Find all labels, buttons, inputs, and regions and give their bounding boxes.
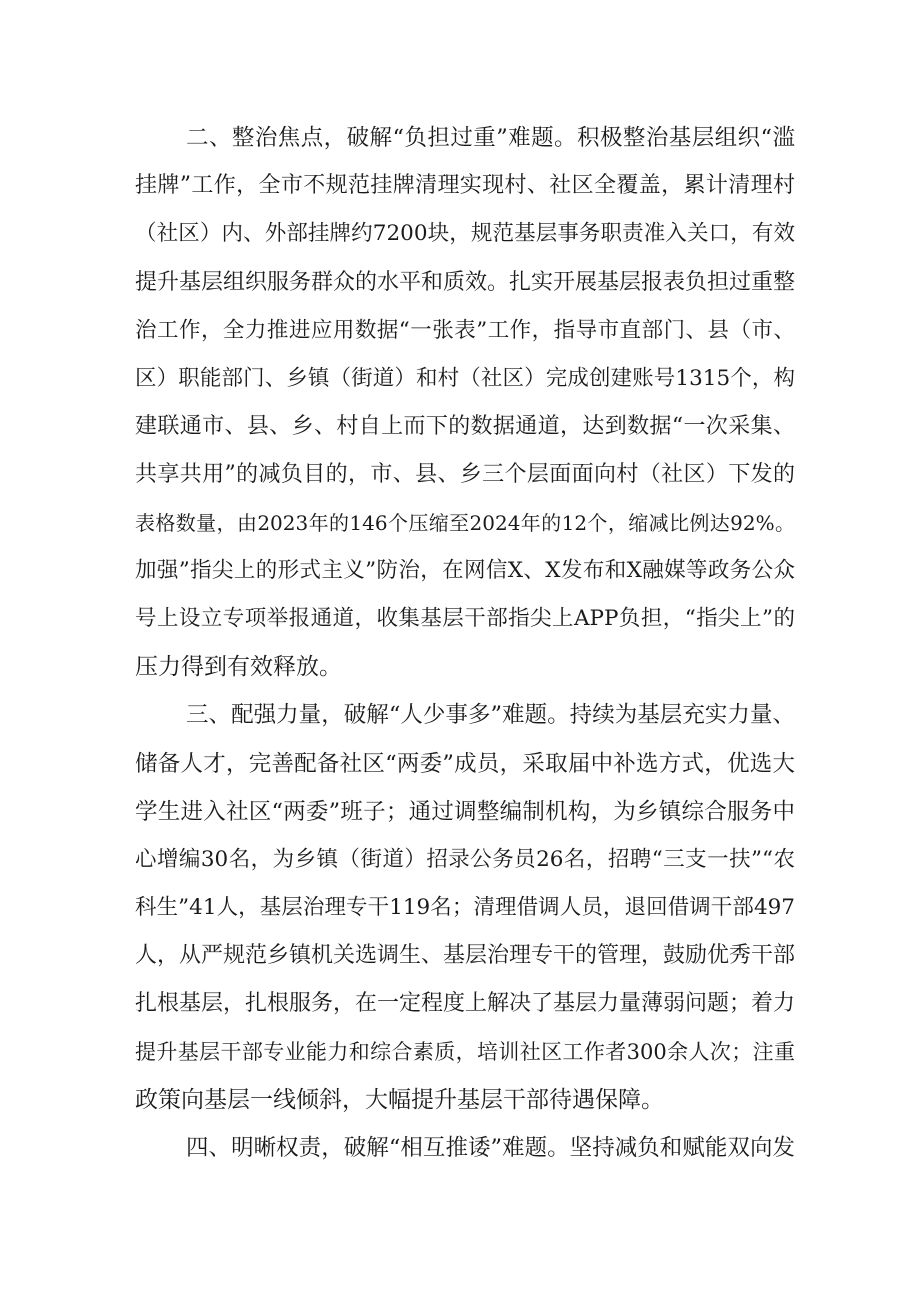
text-line: 科生”41人，基层治理专干119名；清理借调人员，退回借调干部497 (135, 895, 795, 920)
text-line: 建联通市、县、乡、村自上而下的数据通道，达到数据“一次采集、 (135, 414, 795, 439)
text-line: （社区）内、外部挂牌约7200块，规范基层事务职责准入关口，有效 (135, 221, 795, 246)
text-line: 区）职能部门、乡镇（街道）和村（社区）完成创建账号1315个，构 (135, 366, 795, 391)
text-line: 扎根基层，扎根服务，在一定程度上解决了基层力量薄弱问题；着力 (135, 991, 796, 1016)
text-line: 学生进入社区“两委”班子；通过调整编制机构，为乡镇综合服务中 (135, 799, 795, 825)
text-line: 三、配强力量，破解“人少事多”难题。持续为基层充实力量、 (186, 702, 795, 728)
text-line: 压力得到有效释放。 (135, 654, 342, 680)
text-line: 号上设立专项举报通道，收集基层干部指尖上APP负担，“指尖上”的 (135, 606, 795, 631)
text-line: 共享共用”的减负目的，市、县、乡三个层面面向村（社区）下发的 (135, 462, 795, 487)
text-line: 二、整治焦点，破解“负担过重”难题。积极整治基层组织“滥 (186, 125, 795, 151)
text-line: 心增编30名，为乡镇（街道）招录公务员26名，招聘“三支一扶”“农 (135, 847, 795, 872)
text-line: 储备人才，完善配备社区“两委”成员，采取届中补选方式，优选大 (135, 751, 795, 777)
text-line: 四、明晰权责，破解“相互推诿”难题。坚持减负和赋能双向发 (186, 1135, 795, 1161)
text-line: 加强”指尖上的形式主义”防治，在网信X、X发布和X融媒等政务公众 (135, 558, 795, 583)
text-line: 提升基层组织服务群众的水平和质效。扎实开展基层报表负担过重整 (135, 270, 796, 295)
text-line: 表格数量，由2023年的146个压缩至2024年的12个，缩减比例达92%。 (135, 511, 795, 535)
text-line: 挂牌”工作，全市不规范挂牌清理实现村、社区全覆盖，累计清理村 (135, 173, 795, 198)
text-line: 治工作，全力推进应用数据“一张表”工作，指导市直部门、县（市、 (135, 318, 795, 343)
text-line: 提升基层干部专业能力和综合素质，培训社区工作者300余人次；注重 (135, 1040, 795, 1064)
text-line: 政策向基层一线倾斜，大幅提升基层干部待遇保障。 (135, 1087, 664, 1113)
text-line: 人，从严规范乡镇机关选调生、基层治理专干的管理，鼓励优秀干部 (135, 943, 796, 968)
